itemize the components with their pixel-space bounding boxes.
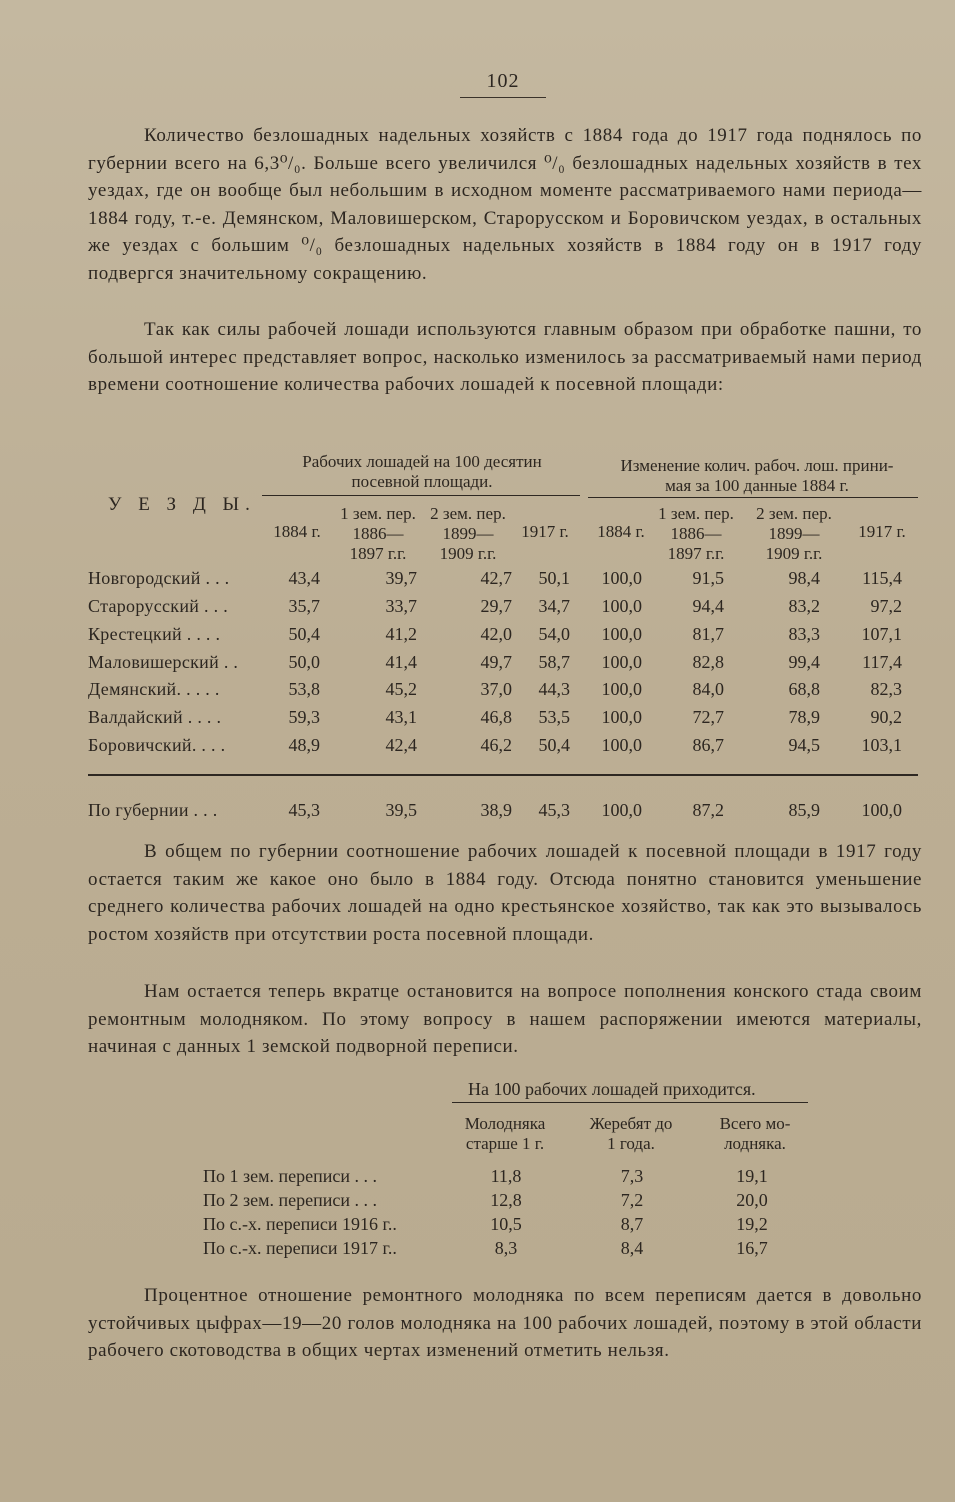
- table2-row-name: По с.-х. переписи 1917 г..: [203, 1238, 397, 1258]
- table2-cell: 10,5: [490, 1214, 522, 1234]
- table2-cell: 8,4: [620, 1238, 644, 1258]
- table1-cell: 41,2: [385, 624, 417, 644]
- table1-col-header: [328, 504, 428, 564]
- col-header-line: 1 года.: [607, 1134, 655, 1153]
- table1-total-name: По губернии . . .: [88, 800, 218, 820]
- paragraph-5-text: Процентное отношение ремонтного молодняка по всем переписям дается в довольно устойчивых цыфрах—19—20 голов молодняка на 100 рабочих лошадей, поэтому в этой области рабочего скотоводства в общих чертах изменений отметить нельзя.: [88, 1285, 922, 1361]
- table1-group1-header-line1: Рабочих лошадей на 100 десятин: [302, 452, 542, 471]
- table1-col-header: [744, 504, 844, 564]
- col-header-line: 2 зем. пер.: [430, 504, 506, 523]
- table2-cell: 8,7: [620, 1214, 644, 1234]
- table1-total-cell: 85,9: [788, 800, 820, 820]
- table1-group2-header-line2: мая за 100 данные 1884 г.: [665, 476, 849, 495]
- table1-col-header: [842, 522, 922, 542]
- table1-total-cell: 39,5: [385, 800, 417, 820]
- table2-cell: 7,3: [620, 1166, 644, 1186]
- table1-cell: 83,2: [788, 596, 820, 616]
- table1-cell: 94,4: [692, 596, 724, 616]
- table2-col-header: [440, 1114, 570, 1154]
- table1-cell: 42,0: [480, 624, 512, 644]
- table1-total-cell: 38,9: [480, 800, 512, 820]
- table1-col-header: [418, 504, 518, 564]
- col-header-line: Всего мо-: [719, 1114, 791, 1133]
- col-header-line: 1917 г.: [521, 522, 569, 541]
- paragraph-4-text: Нам остается теперь вкратце остановится на вопросе пополнения конского стада своим ремонтным молодняком. По этому вопросу в нашем распоряжении имеются материалы, начиная с данных 1 земской подворной переписи.: [88, 981, 922, 1057]
- col-header-line: 1886—: [352, 524, 404, 543]
- table1-cell: 91,5: [692, 568, 724, 588]
- table1-cell: 39,7: [385, 568, 417, 588]
- col-header-line: 2 зем. пер.: [756, 504, 832, 523]
- table2-cell: 20,0: [736, 1190, 768, 1210]
- table1-cell: 84,0: [692, 679, 724, 699]
- paragraph-2-text: Так как силы рабочей лошади используются главным образом при обработке пашни, то большой интерес представляет вопрос, насколько изменилось за рассматриваемый нами период времени соотношение количества рабочих лошадей к посевной площади:: [88, 319, 922, 395]
- table1-cell: 97,2: [870, 596, 902, 616]
- table1-cell: 43,4: [288, 568, 320, 588]
- table1-cell: 99,4: [788, 652, 820, 672]
- table2-cell: 19,1: [736, 1166, 768, 1186]
- table1-cell: 100,0: [601, 707, 642, 727]
- col-header-line: 1 зем. пер.: [340, 504, 416, 523]
- table1-cell: 82,3: [870, 679, 902, 699]
- table1-row-name: Боровичский. . . .: [88, 735, 226, 755]
- page-number: 102: [460, 70, 546, 98]
- table1-cell: 78,9: [788, 707, 820, 727]
- table1-row-name: Демянский. . . . .: [88, 679, 220, 699]
- paragraph-3: [88, 838, 922, 948]
- table1-cell: 103,1: [861, 735, 902, 755]
- table1-cell: 82,8: [692, 652, 724, 672]
- table1-total-cell: 100,0: [861, 800, 902, 820]
- paragraph-1: [88, 122, 922, 287]
- table1-total-cell: 45,3: [538, 800, 570, 820]
- table1-cell: 43,1: [385, 707, 417, 727]
- table1-row-name: Новгородский . . .: [88, 568, 230, 588]
- table1-group2-rule: [588, 497, 918, 498]
- table1-cell: 117,4: [862, 652, 902, 672]
- col-header-line: 1909 г.г.: [765, 544, 823, 563]
- table1-cell: 53,5: [538, 707, 570, 727]
- paragraph-4: [88, 978, 922, 1061]
- col-header-line: лодняка.: [724, 1134, 786, 1153]
- table1-cell: 53,8: [288, 679, 320, 699]
- table1-cell: 58,7: [538, 652, 570, 672]
- table2-cell: 8,3: [494, 1238, 518, 1258]
- table1-cell: 81,7: [692, 624, 724, 644]
- col-header-line: старше 1 г.: [465, 1134, 545, 1153]
- table2-row-name: По 2 зем. переписи . . .: [203, 1190, 377, 1210]
- table1-col-header: [510, 522, 580, 542]
- col-header-line: 1884 г.: [597, 522, 645, 541]
- table1-cell: 54,0: [538, 624, 570, 644]
- table2-cell: 16,7: [736, 1238, 768, 1258]
- col-header-line: 1897 г.г.: [349, 544, 407, 563]
- table1-row-name: Старорусский . . .: [88, 596, 228, 616]
- col-header-line: 1899—: [442, 524, 494, 543]
- table1-cell: 100,0: [601, 624, 642, 644]
- col-header-line: Молодняка: [464, 1114, 546, 1133]
- table2-cell: 12,8: [490, 1190, 522, 1210]
- table1-cell: 33,7: [385, 596, 417, 616]
- table1-cell: 100,0: [601, 652, 642, 672]
- table1-cell: 100,0: [601, 568, 642, 588]
- table1-cell: 94,5: [788, 735, 820, 755]
- table1-cell: 100,0: [601, 679, 642, 699]
- table2-title: На 100 рабочих лошадей приходится.: [468, 1079, 756, 1099]
- table1-cell: 68,8: [788, 679, 820, 699]
- col-header-line: Жеребят до: [589, 1114, 673, 1133]
- table1-col-header: [262, 522, 332, 542]
- table2-row-name: По 1 зем. переписи . . .: [203, 1166, 377, 1186]
- table1-cell: 83,3: [788, 624, 820, 644]
- table1-cell: 107,1: [861, 624, 902, 644]
- table2-cell: 11,8: [490, 1166, 522, 1186]
- table1-cell: 49,7: [480, 652, 512, 672]
- paragraph-2: [88, 316, 922, 399]
- table2-title-rule: [452, 1102, 808, 1103]
- table1-cell: 44,3: [538, 679, 570, 699]
- table1-cell: 115,4: [862, 568, 902, 588]
- table1-cell: 72,7: [692, 707, 724, 727]
- table1-cell: 41,4: [385, 652, 417, 672]
- table1-cell: 37,0: [480, 679, 512, 699]
- col-header-line: 1 зем. пер.: [658, 504, 734, 523]
- table1-cell: 46,2: [480, 735, 512, 755]
- table1-row-name: Маловишерский . .: [88, 652, 239, 672]
- table1-cell: 34,7: [538, 596, 570, 616]
- table2-col-header: [566, 1114, 696, 1154]
- table1-total-cell: 87,2: [692, 800, 724, 820]
- col-header-line: 1884 г.: [273, 522, 321, 541]
- table2-cell: 19,2: [736, 1214, 768, 1234]
- table2-cell: 7,2: [620, 1190, 644, 1210]
- table1-group1-rule: [262, 495, 580, 496]
- col-header-line: 1899—: [768, 524, 820, 543]
- table1-cell: 50,4: [538, 735, 570, 755]
- paragraph-5: [88, 1282, 922, 1365]
- table1-cell: 48,9: [288, 735, 320, 755]
- col-header-line: 1917 г.: [858, 522, 906, 541]
- table1-cell: 50,4: [288, 624, 320, 644]
- table2-row-name: По с.-х. переписи 1916 г..: [203, 1214, 397, 1234]
- table1-col-header: [646, 504, 746, 564]
- table1-row-name: Валдайский . . . .: [88, 707, 222, 727]
- table1-cell: 46,8: [480, 707, 512, 727]
- table1-group1-header-line2: посевной площади.: [351, 472, 493, 491]
- table1-total-rule: [88, 774, 918, 776]
- table1-cell: 45,2: [385, 679, 417, 699]
- table1-cell: 42,4: [385, 735, 417, 755]
- table1-cell: 90,2: [870, 707, 902, 727]
- table1-cell: 42,7: [480, 568, 512, 588]
- table1-cell: 35,7: [288, 596, 320, 616]
- table1-cell: 50,0: [288, 652, 320, 672]
- table1-total-cell: 45,3: [288, 800, 320, 820]
- table1-row-name: Крестецкий . . . .: [88, 624, 221, 644]
- table1-group2-header: [582, 456, 932, 496]
- col-header-line: 1909 г.г.: [439, 544, 497, 563]
- paragraph-1-text: Количество безлошадных надельных хозяйств с 1884 года до 1917 года поднялось по губернии всего на 6,3⁰/₀. Больше всего увеличился ⁰/₀ безлошадных надельных хозяйств в тех уездах, где он вообще был небольшим в исходном моменте рассматриваемого нами периода—1884 году, т.-е. Демянском, Маловишерском, Старорусском и Боровичском уездах, в остальных же уездах с большим ⁰/₀ безлошадных надельных хозяйств в 1884 году он в 1917 году подвергся значительному сокращению.: [88, 125, 922, 284]
- table2-col-header: [690, 1114, 820, 1154]
- col-header-line: 1897 г.г.: [667, 544, 725, 563]
- table1-cell: 86,7: [692, 735, 724, 755]
- col-header-line: 1886—: [670, 524, 722, 543]
- paragraph-3-text: В общем по губернии соотношение рабочих лошадей к посевной площади в 1917 году остается таким же какое оно было в 1884 году. Отсюда понятно становится уменьшение среднего количества рабочих лошадей на одно крестьянское хозяйство, так как это вызывалось ростом хозяйств при отсутствии роста посевной площади.: [88, 841, 922, 945]
- table1-stub-header: У Е З Д Ы.: [108, 494, 256, 515]
- table1-cell: 29,7: [480, 596, 512, 616]
- table1-cell: 100,0: [601, 596, 642, 616]
- table1-group2-header-line1: Изменение колич. рабоч. лош. прини-: [620, 456, 894, 475]
- table1-cell: 100,0: [601, 735, 642, 755]
- table1-cell: 59,3: [288, 707, 320, 727]
- table1-group1-header: [272, 452, 572, 492]
- table1-cell: 50,1: [538, 568, 570, 588]
- table1-cell: 98,4: [788, 568, 820, 588]
- table1-total-cell: 100,0: [601, 800, 642, 820]
